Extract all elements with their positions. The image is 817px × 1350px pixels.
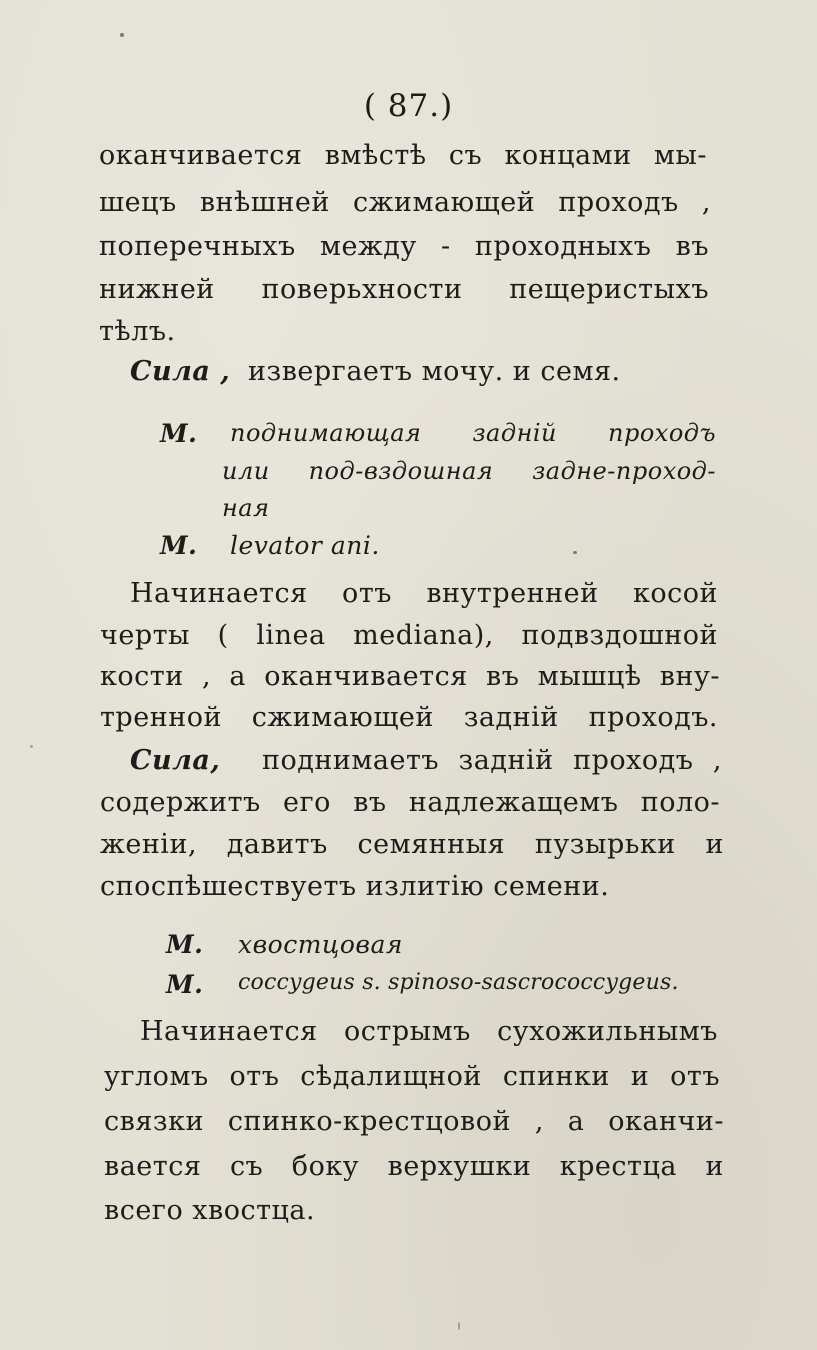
muscle1-prefix: М. [160,419,198,448]
page-number: ( 87.) [363,88,454,124]
paragraph2-line-1: Начинается отъ внутренней косой [130,578,718,609]
paragraph2-line-3: кости , а оканчивается въ мышцѣ вну- [100,661,720,692]
paragraph3-line-2: угломъ отъ сѣдалищной спинки и отъ [104,1061,720,1092]
paragraph2-line-2: черты ( linea mediana), подвздошной [100,620,718,651]
paragraph3-line-5: всего хвостца. [104,1195,316,1226]
force-text-2-line-4: споспѣшествуетъ излитію семени. [100,871,610,902]
paragraph3-line-4: вается съ боку верхушки крестца и [104,1151,724,1182]
muscle1-latin-prefix: М. [160,531,198,560]
paper-speck [458,1322,460,1330]
paragraph1-line-1: оканчивается вмѣстѣ съ концами мы- [99,140,707,171]
paragraph3-line-1: Начинается острымъ сухожильнымъ [140,1016,718,1047]
muscle1-name-line-1: поднимающая задній проходъ [230,419,716,447]
muscle2-prefix: М. [166,930,204,959]
force-text-2-line-3: женіи, давитъ семянныя пузырьки и [100,829,724,860]
paper-speck [120,33,124,37]
paragraph3-line-3: связки спинко-крестцовой , а оканчи- [104,1106,724,1137]
force-text-1: извергаетъ мочу. и семя. [248,356,621,387]
muscle2-latin-name: coccygeus s. spinoso-sascrococcygeus. [238,970,679,995]
paragraph2-line-4: тренной сжимающей задній проходъ. [100,702,718,733]
force-label-2: Сила, [130,745,221,776]
force-text-2-line-1: поднимаетъ задній проходъ , [262,745,722,776]
muscle1-name-line-3: ная [222,494,270,522]
paragraph1-line-5: тѣлъ. [99,316,176,347]
paragraph1-line-2: шецъ внѣшней сжимающей проходъ , [99,187,711,218]
paragraph1-line-4: нижней поверьхности пещеристыхъ [99,274,709,305]
muscle2-latin-prefix: М. [166,970,204,999]
muscle1-name-line-2: или под-вздошная задне-проход- [222,457,716,485]
force-label-1: Сила , [130,356,231,387]
muscle1-latin-name: levator ani. [230,531,380,560]
paragraph1-line-3: поперечныхъ между - проходныхъ въ [99,231,709,262]
muscle2-name: хвостцовая [238,930,403,959]
paper-speck [30,745,33,748]
force-text-2-line-2: содержитъ его въ надлежащемъ поло- [100,787,720,818]
paper-speck [573,551,577,554]
